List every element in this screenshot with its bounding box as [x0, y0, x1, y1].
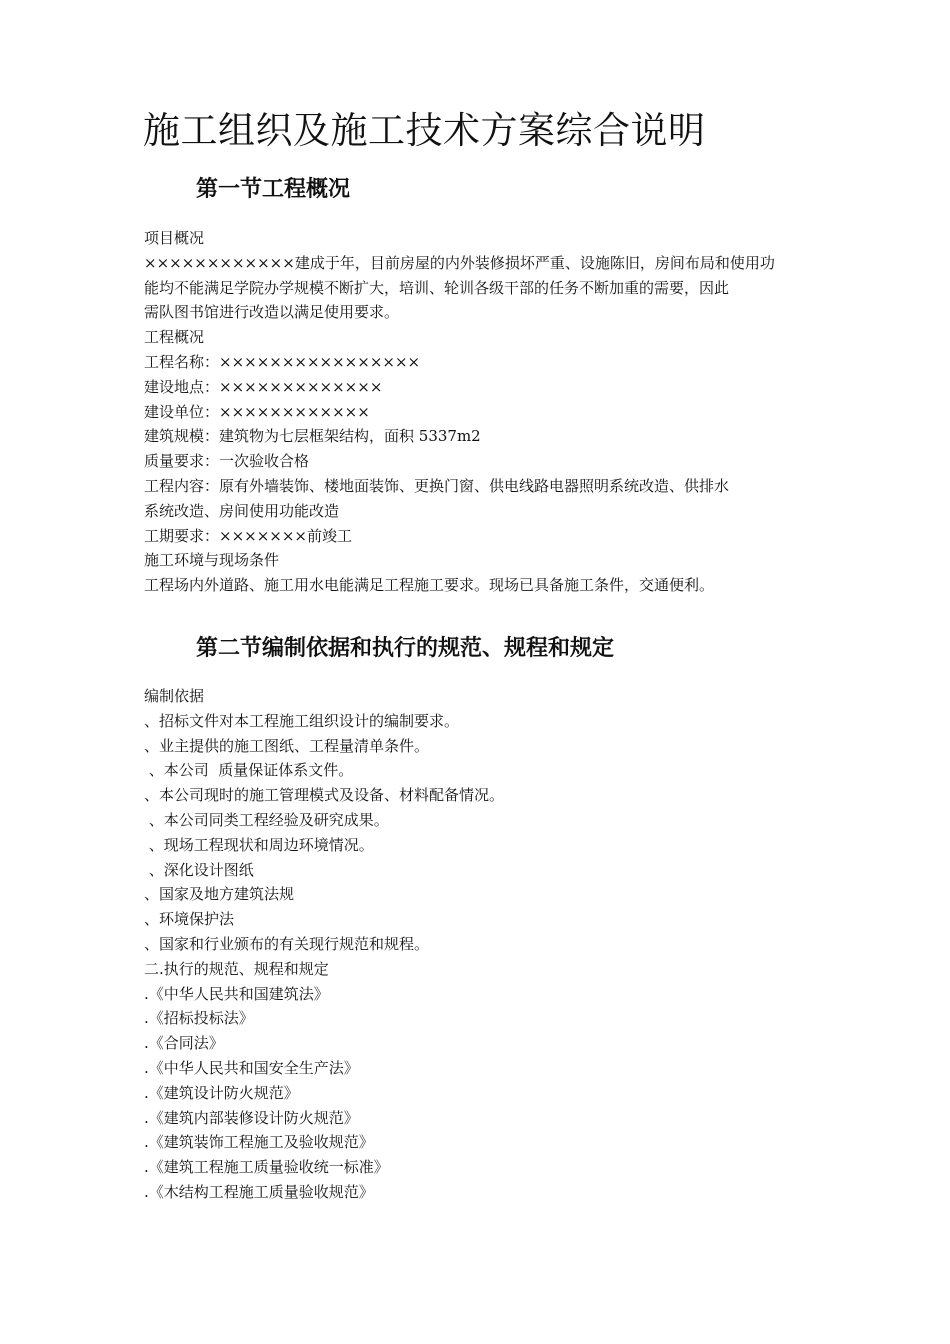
field-content-line-2: 系统改造、房间使用功能改造	[144, 501, 340, 520]
section-2-heading: 第二节编制依据和执行的规范、规程和规定	[196, 635, 615, 661]
standard-item: .《木结构工程施工质量验收规范》	[144, 1182, 374, 1201]
engineering-overview-label: 工程概况	[144, 328, 205, 347]
field-location: 建设地点：×××××××××××××	[144, 377, 383, 396]
field-quality: 质量要求：一次验收合格	[144, 452, 310, 471]
field-scale: 建筑规模：建筑物为七层框架结构，面积 5337m2	[144, 427, 481, 446]
field-content-line-1: 工程内容：原有外墙装饰、楼地面装饰、更换门窗、供电线路电器照明系统改造、供排水	[144, 476, 730, 495]
document-title: 施工组织及施工技术方案综合说明	[143, 109, 706, 152]
standard-item: .《建筑设计防火规范》	[144, 1083, 299, 1102]
project-overview-line-2: 能均不能满足学院办学规模不断扩大，培训、轮训各级干部的任务不断加重的需要，因此	[144, 278, 730, 297]
environment-text: 工程场内外道路、施工用水电能满足工程施工要求。现场已具备施工条件，交通便利。	[144, 576, 715, 595]
basis-item: 、招标文件对本工程施工组织设计的编制要求。	[144, 711, 460, 730]
field-schedule: 工期要求：×××××××前竣工	[144, 526, 352, 545]
standard-item: .《建筑工程施工质量验收统一标准》	[144, 1158, 389, 1177]
environment-label: 施工环境与现场条件	[144, 551, 280, 570]
section-1-heading: 第一节工程概况	[196, 176, 351, 202]
basis-item: 、业主提供的施工图纸、工程量清单条件。	[144, 736, 430, 755]
section-1-body	[144, 226, 816, 598]
field-owner: 建设单位：××××××××××××	[144, 402, 370, 421]
standards-label: 二.执行的规范、规程和规定	[144, 959, 329, 978]
field-project-name: 工程名称：××××××××××××××××	[144, 352, 421, 371]
basis-item: 、本公司同类工程经验及研究成果。	[144, 810, 389, 829]
basis-item: 、国家和行业颁布的有关现行规范和规程。	[144, 934, 430, 953]
standard-item: .《合同法》	[144, 1034, 224, 1053]
basis-item: 、国家及地方建筑法规	[144, 885, 295, 904]
basis-label: 编制依据	[144, 687, 205, 705]
project-overview-line-1: ××××××××××××建成于年，目前房屋的内外装修损坏严重、设施陈旧，房间布局和使用功	[144, 253, 775, 272]
section-2-body	[144, 684, 816, 1205]
basis-item: 、现场工程现状和周边环境情况。	[144, 835, 374, 854]
project-overview-label: 项目概况	[144, 229, 205, 247]
basis-item: 、本公司现时的施工管理模式及设备、材料配备情况。	[144, 786, 505, 805]
standard-item: .《招标投标法》	[144, 1009, 254, 1028]
standard-item: .《建筑装饰工程施工及验收规范》	[144, 1133, 374, 1152]
project-overview-line-3: 需队图书馆进行改造以满足使用要求。	[144, 303, 400, 322]
standard-item: .《中华人民共和国安全生产法》	[144, 1058, 359, 1077]
basis-item: 、环境保护法	[144, 910, 235, 929]
basis-item: 、深化设计图纸	[144, 860, 254, 879]
standard-item: .《中华人民共和国建筑法》	[144, 984, 329, 1003]
standard-item: .《建筑内部装修设计防火规范》	[144, 1108, 359, 1127]
basis-item: 、本公司 质量保证体系文件。	[144, 761, 354, 780]
